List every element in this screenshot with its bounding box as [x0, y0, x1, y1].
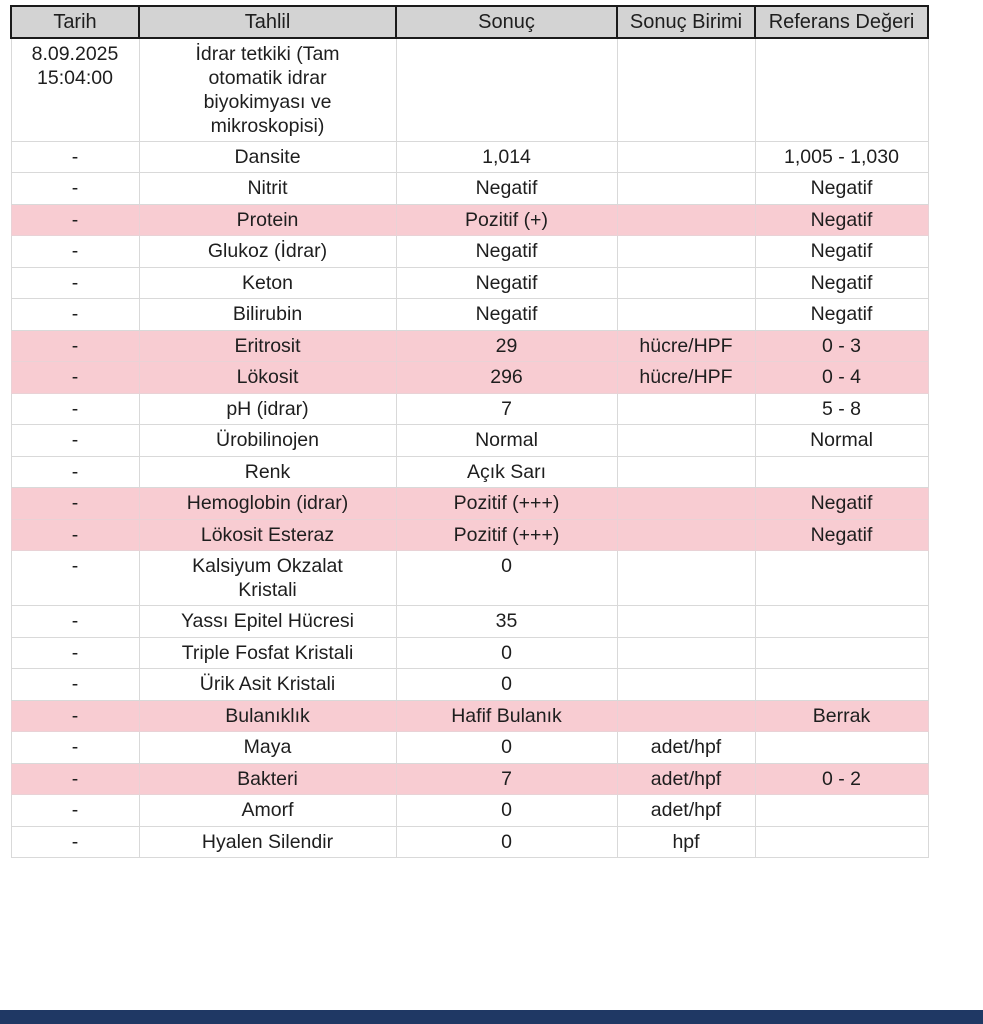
cell-text: 7	[501, 397, 512, 420]
result-row	[11, 173, 928, 205]
cell-text: -	[71, 641, 79, 664]
cell-sonuc	[396, 606, 617, 638]
cell-text: Negatif	[475, 271, 538, 294]
cell-referans	[755, 236, 928, 268]
cell-referans	[755, 795, 928, 827]
lab-results-table	[10, 5, 929, 858]
cell-tarih	[11, 173, 139, 205]
cell-text: -	[71, 704, 79, 727]
cell-text: -	[71, 767, 79, 790]
cell-tahlil	[139, 425, 396, 457]
cell-text: hücre/HPF	[639, 366, 733, 388]
cell-tahlil	[139, 700, 396, 732]
cell-tahlil	[139, 267, 396, 299]
result-row	[11, 393, 928, 425]
cell-text: adet/hpf	[650, 736, 722, 758]
cell-tahlil	[139, 141, 396, 173]
cell-birim	[617, 669, 755, 701]
column-header: Referans Değeri	[755, 6, 928, 38]
result-row	[11, 330, 928, 362]
result-row	[11, 236, 928, 268]
cell-sonuc	[396, 425, 617, 457]
cell-text: adet/hpf	[650, 799, 722, 821]
cell-tarih	[11, 551, 139, 606]
result-row	[11, 488, 928, 520]
cell-text: -	[71, 429, 79, 451]
cell-birim	[617, 826, 755, 858]
cell-birim	[617, 519, 755, 551]
cell-sonuc	[396, 299, 617, 331]
cell-sonuc	[396, 141, 617, 173]
cell-text: -	[71, 610, 79, 632]
cell-sonuc	[396, 795, 617, 827]
cell-sonuc	[396, 362, 617, 394]
cell-referans	[755, 826, 928, 858]
cell-sonuc	[396, 330, 617, 362]
cell-text: Dansite	[234, 145, 301, 168]
cell-text: Nitrit	[247, 177, 288, 199]
cell-referans	[755, 38, 928, 142]
cell-text: 296	[490, 366, 523, 388]
cell-text: Bilirubin	[232, 303, 303, 325]
cell-text: 7	[501, 767, 512, 790]
column-header: Sonuç	[396, 6, 617, 38]
result-row	[11, 299, 928, 331]
cell-text: 8.09.2025 15:04:00	[31, 42, 119, 89]
cell-sonuc	[396, 393, 617, 425]
cell-referans	[755, 551, 928, 606]
cell-tahlil	[139, 795, 396, 827]
cell-text: pH (idrar)	[226, 397, 309, 420]
cell-referans	[755, 456, 928, 488]
cell-text: Berrak	[812, 704, 871, 727]
cell-text: Bakteri	[237, 767, 298, 790]
cell-text: Negatif	[475, 303, 538, 325]
cell-text: 0	[501, 555, 512, 577]
cell-text: -	[71, 334, 79, 357]
cell-tarih	[11, 204, 139, 236]
cell-text: Amorf	[241, 799, 294, 821]
result-row	[11, 669, 928, 701]
cell-text: Pozitif (+++)	[453, 492, 560, 514]
cell-text: -	[71, 523, 79, 546]
cell-text: 0	[501, 673, 512, 695]
cell-text: 0 - 3	[821, 334, 862, 357]
cell-text: -	[71, 208, 79, 231]
cell-text: adet/hpf	[650, 767, 722, 790]
cell-text: -	[71, 366, 79, 388]
cell-tahlil	[139, 362, 396, 394]
cell-birim	[617, 393, 755, 425]
cell-text: Lökosit	[236, 366, 299, 388]
cell-birim	[617, 173, 755, 205]
cell-tarih	[11, 488, 139, 520]
cell-text: 1,014	[482, 145, 531, 168]
cell-text: İdrar tetkiki (Tam otomatik idrar biyokimyası ve mikroskopisi)	[195, 42, 340, 137]
cell-birim	[617, 141, 755, 173]
cell-text: hücre/HPF	[639, 334, 733, 357]
cell-tahlil	[139, 519, 396, 551]
cell-tarih	[11, 299, 139, 331]
cell-tahlil	[139, 669, 396, 701]
table-body	[11, 38, 928, 858]
cell-tarih	[11, 606, 139, 638]
cell-text: Pozitif (+)	[465, 208, 548, 231]
cell-text: -	[71, 397, 79, 420]
table-header	[11, 6, 928, 38]
cell-text: -	[71, 492, 79, 514]
cell-sonuc	[396, 700, 617, 732]
result-row	[11, 700, 928, 732]
cell-sonuc	[396, 488, 617, 520]
cell-referans	[755, 669, 928, 701]
result-row	[11, 795, 928, 827]
cell-tahlil	[139, 204, 396, 236]
cell-birim	[617, 763, 755, 795]
cell-tarih	[11, 700, 139, 732]
cell-birim	[617, 204, 755, 236]
cell-sonuc	[396, 456, 617, 488]
cell-text: -	[71, 673, 79, 695]
cell-referans	[755, 606, 928, 638]
cell-tahlil	[139, 488, 396, 520]
cell-text: 1,005 - 1,030	[784, 145, 899, 168]
result-row	[11, 637, 928, 669]
cell-birim	[617, 700, 755, 732]
cell-text: 29	[495, 334, 518, 357]
cell-tarih	[11, 456, 139, 488]
cell-text: 0	[501, 799, 512, 821]
cell-tahlil	[139, 330, 396, 362]
result-row	[11, 267, 928, 299]
cell-referans	[755, 425, 928, 457]
cell-referans	[755, 637, 928, 669]
cell-text: 5 - 8	[821, 397, 862, 420]
cell-tarih	[11, 826, 139, 858]
cell-text: Kalsiyum Okzalat Kristali	[192, 555, 343, 601]
cell-text: 35	[495, 610, 518, 632]
cell-birim	[617, 732, 755, 764]
result-row	[11, 425, 928, 457]
cell-birim	[617, 299, 755, 331]
cell-text: Maya	[243, 736, 292, 758]
result-row	[11, 732, 928, 764]
cell-text: Protein	[236, 208, 299, 231]
cell-text: Negatif	[810, 523, 873, 546]
cell-sonuc	[396, 669, 617, 701]
cell-text: Glukoz (İdrar)	[207, 240, 328, 262]
cell-text: Negatif	[810, 208, 873, 231]
cell-sonuc	[396, 204, 617, 236]
cell-sonuc	[396, 236, 617, 268]
result-row	[11, 204, 928, 236]
cell-text: -	[71, 303, 79, 325]
cell-tahlil	[139, 456, 396, 488]
cell-tarih	[11, 519, 139, 551]
column-header: Tahlil	[139, 6, 396, 38]
cell-tarih	[11, 732, 139, 764]
result-row	[11, 551, 928, 606]
cell-text: Hyalen Silendir	[201, 830, 334, 853]
cell-referans	[755, 362, 928, 394]
cell-referans	[755, 763, 928, 795]
cell-tahlil	[139, 826, 396, 858]
column-header: Sonuç Birimi	[617, 6, 755, 38]
cell-text: Yassı Epitel Hücresi	[180, 610, 355, 632]
column-header: Tarih	[11, 6, 139, 38]
cell-tarih	[11, 795, 139, 827]
cell-tarih	[11, 637, 139, 669]
cell-referans	[755, 732, 928, 764]
cell-referans	[755, 267, 928, 299]
cell-birim	[617, 488, 755, 520]
cell-tahlil	[139, 637, 396, 669]
cell-text: -	[71, 177, 79, 199]
cell-text: -	[71, 271, 79, 294]
cell-birim	[617, 267, 755, 299]
cell-birim	[617, 425, 755, 457]
cell-text: Eritrosit	[234, 334, 301, 357]
table-header-row	[11, 6, 928, 38]
cell-text: 0	[501, 641, 512, 664]
result-row	[11, 141, 928, 173]
cell-text: Negatif	[475, 177, 538, 199]
cell-sonuc	[396, 826, 617, 858]
cell-tahlil	[139, 551, 396, 606]
cell-referans	[755, 299, 928, 331]
cell-tarih	[11, 669, 139, 701]
cell-text: Bulanıklık	[225, 704, 310, 727]
cell-tahlil	[139, 236, 396, 268]
cell-tahlil	[139, 732, 396, 764]
cell-text: 0 - 4	[821, 366, 862, 388]
cell-text: 0	[501, 736, 512, 758]
cell-text: -	[71, 830, 79, 853]
cell-text: -	[71, 799, 79, 821]
cell-birim	[617, 38, 755, 142]
cell-tarih	[11, 141, 139, 173]
cell-birim	[617, 330, 755, 362]
cell-text: Negatif	[810, 492, 873, 514]
cell-text: -	[71, 736, 79, 758]
cell-referans	[755, 519, 928, 551]
cell-birim	[617, 795, 755, 827]
cell-text: Negatif	[475, 240, 538, 262]
cell-sonuc	[396, 551, 617, 606]
cell-referans	[755, 700, 928, 732]
cell-tarih	[11, 236, 139, 268]
cell-text: Keton	[242, 271, 293, 294]
cell-referans	[755, 330, 928, 362]
cell-text: Negatif	[810, 271, 873, 294]
cell-text: Negatif	[810, 240, 873, 262]
cell-tahlil	[139, 38, 396, 142]
cell-tahlil	[139, 299, 396, 331]
result-row	[11, 519, 928, 551]
cell-tahlil	[139, 173, 396, 205]
cell-tarih	[11, 393, 139, 425]
cell-tarih	[11, 763, 139, 795]
cell-text: -	[71, 240, 79, 262]
result-row	[11, 362, 928, 394]
result-row	[11, 826, 928, 858]
cell-sonuc	[396, 763, 617, 795]
cell-birim	[617, 362, 755, 394]
cell-referans	[755, 173, 928, 205]
cell-text: hpf	[672, 830, 700, 853]
cell-text: Renk	[244, 460, 291, 483]
cell-sonuc	[396, 519, 617, 551]
cell-text: Negatif	[810, 303, 873, 325]
cell-text: Ürobilinojen	[216, 429, 319, 451]
cell-tarih	[11, 38, 139, 142]
cell-tarih	[11, 425, 139, 457]
cell-referans	[755, 393, 928, 425]
cell-text: 0 - 2	[821, 767, 862, 790]
result-row	[11, 606, 928, 638]
cell-birim	[617, 637, 755, 669]
cell-sonuc	[396, 732, 617, 764]
cell-sonuc	[396, 637, 617, 669]
cell-text: -	[71, 555, 79, 577]
cell-birim	[617, 551, 755, 606]
cell-text: Negatif	[810, 177, 873, 199]
cell-text: Açık Sarı	[466, 460, 547, 483]
cell-text: Hemoglobin (idrar)	[186, 492, 349, 514]
cell-text: Normal	[810, 429, 873, 451]
result-row	[11, 763, 928, 795]
cell-tahlil	[139, 606, 396, 638]
cell-tahlil	[139, 393, 396, 425]
cell-referans	[755, 141, 928, 173]
cell-text: Lökosit Esteraz	[200, 523, 335, 546]
cell-text: Triple Fosfat Kristali	[181, 641, 354, 664]
cell-tarih	[11, 362, 139, 394]
bottom-navigation-bar	[0, 1010, 983, 1024]
cell-text: Ürik Asit Kristali	[199, 673, 336, 695]
cell-tahlil	[139, 763, 396, 795]
cell-tarih	[11, 267, 139, 299]
cell-birim	[617, 236, 755, 268]
cell-sonuc	[396, 173, 617, 205]
result-row	[11, 456, 928, 488]
cell-birim	[617, 606, 755, 638]
result-row	[11, 38, 928, 142]
cell-text: Hafif Bulanık	[451, 704, 562, 727]
cell-text: -	[71, 460, 79, 483]
cell-text: -	[71, 145, 79, 168]
cell-tarih	[11, 330, 139, 362]
cell-text: Normal	[475, 429, 538, 451]
cell-text: 0	[501, 830, 512, 853]
cell-sonuc	[396, 267, 617, 299]
cell-birim	[617, 456, 755, 488]
cell-sonuc	[396, 38, 617, 142]
cell-referans	[755, 488, 928, 520]
cell-referans	[755, 204, 928, 236]
cell-text: Pozitif (+++)	[453, 523, 560, 546]
